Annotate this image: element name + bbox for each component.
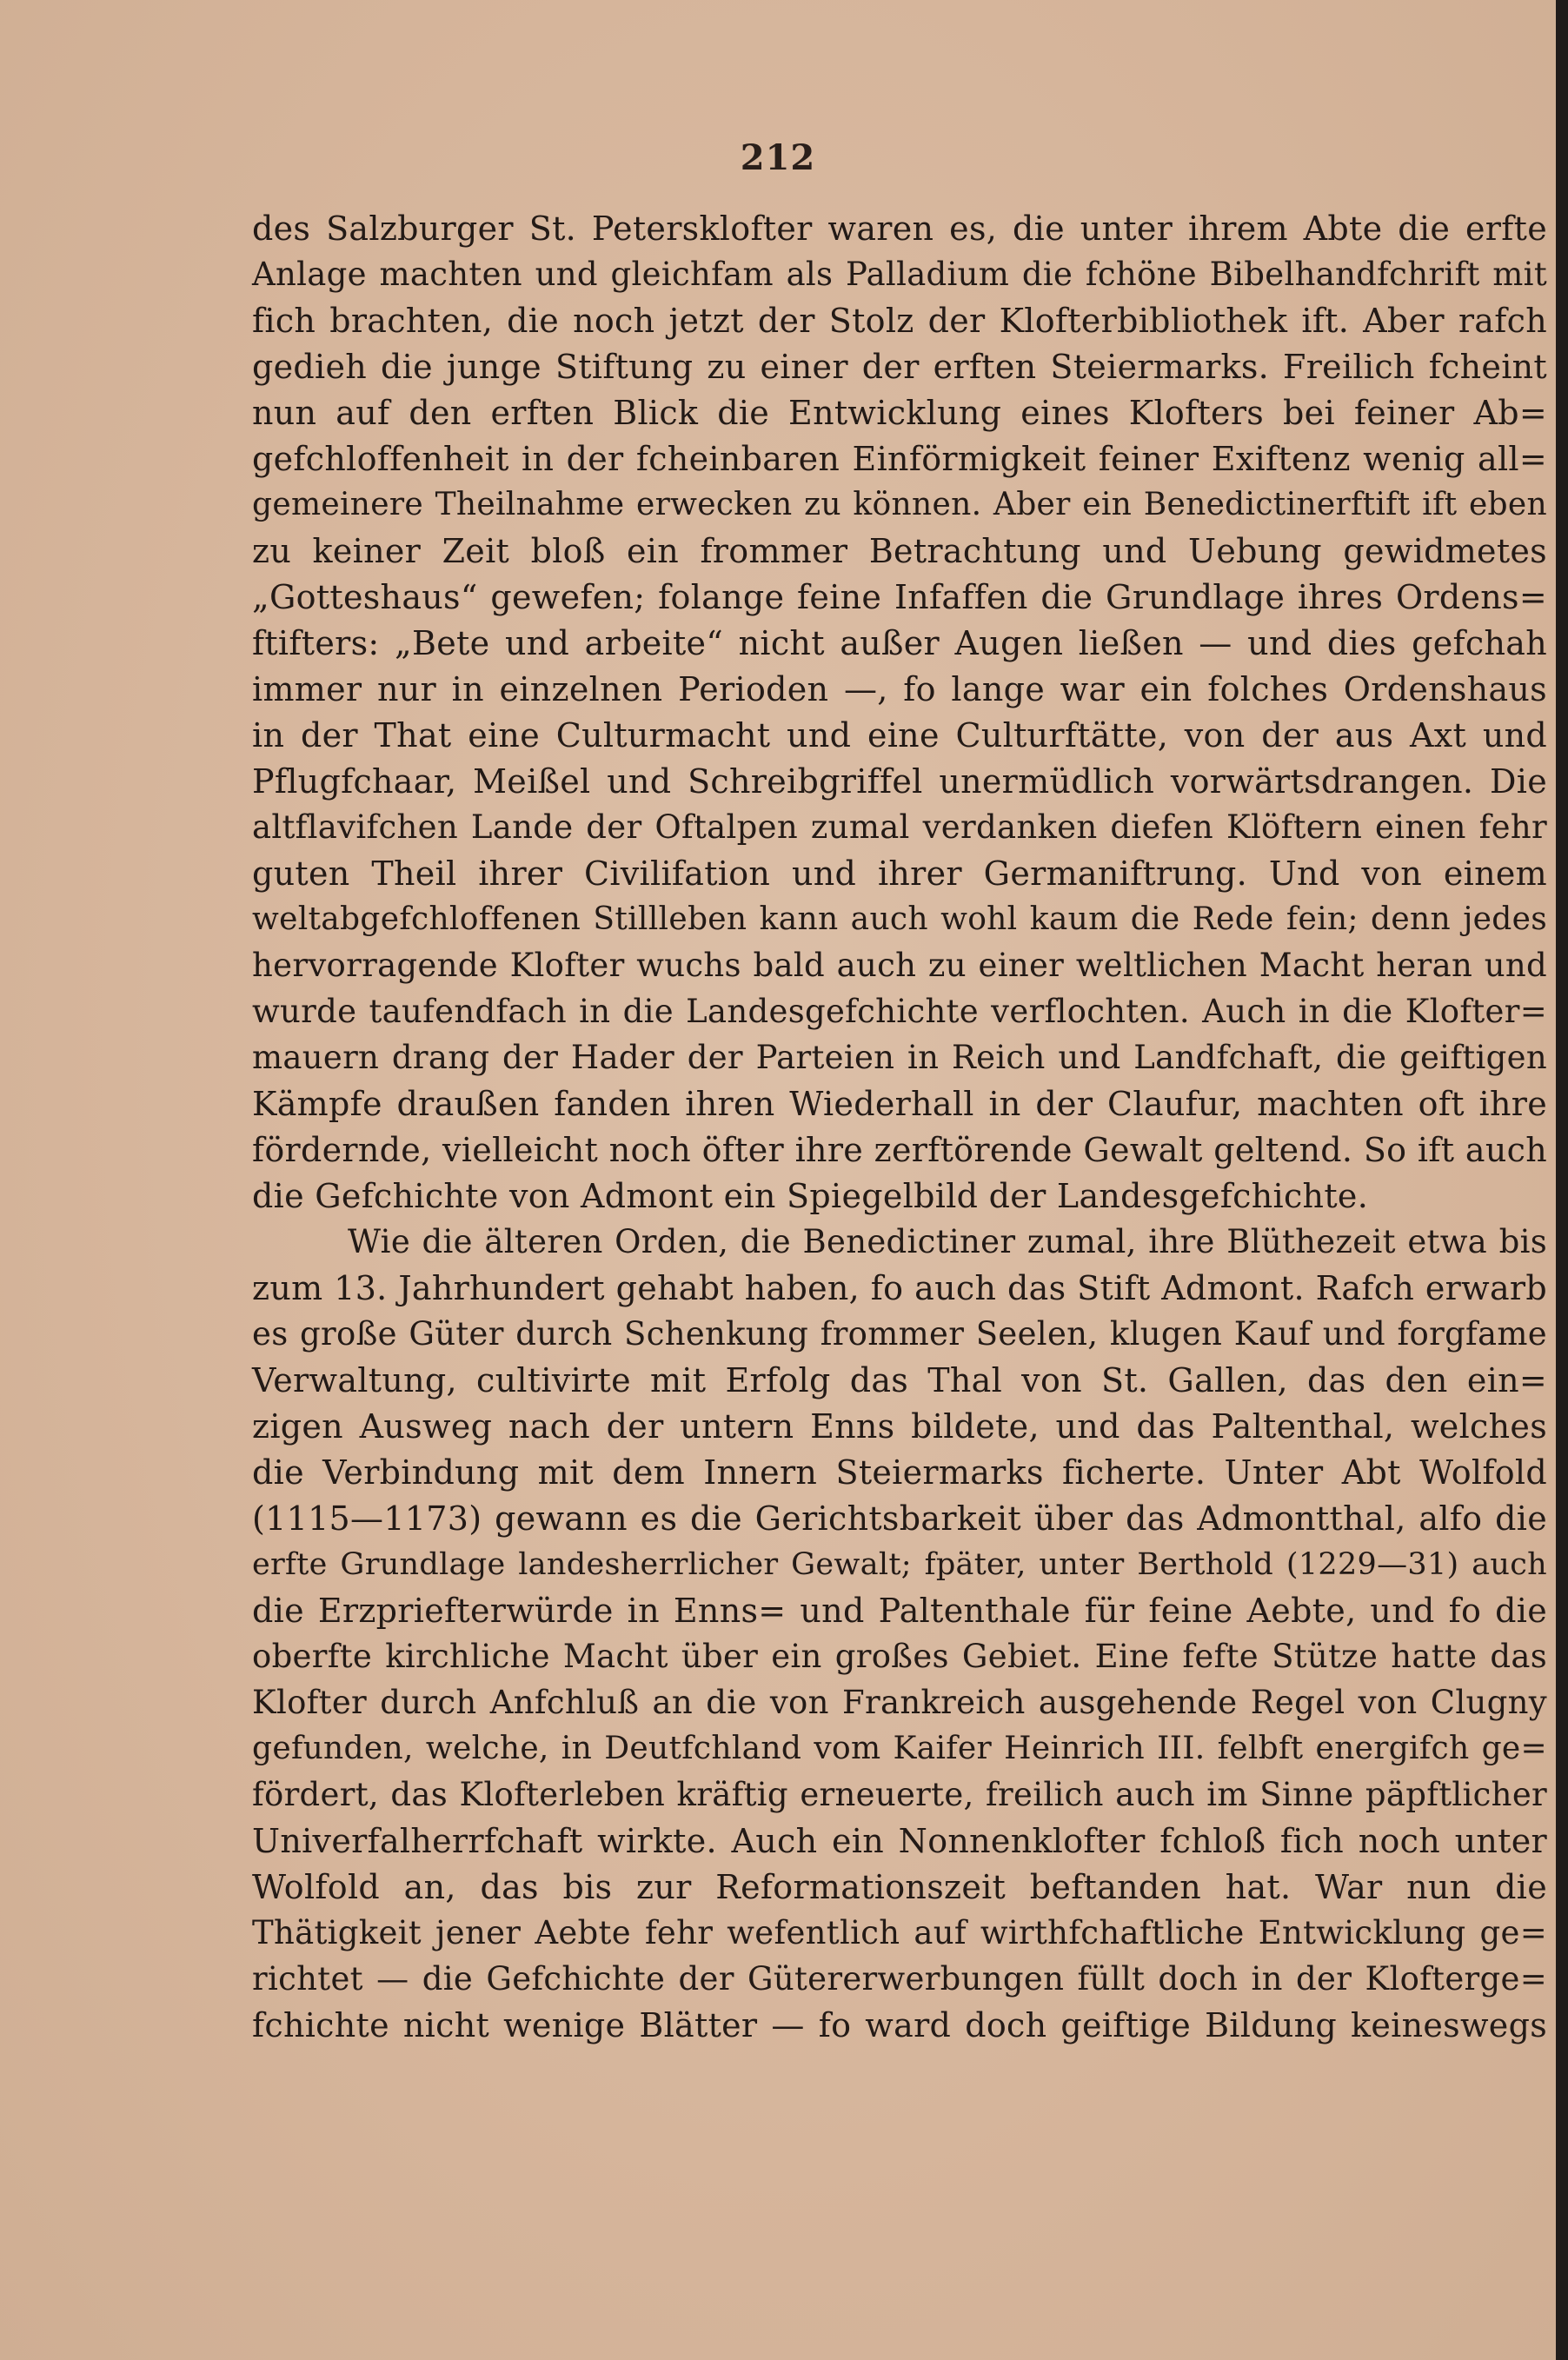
text-line: es große Güter durch Schenkung frommer Seelen, klugen Kauf und forgfame — [252, 1315, 1547, 1353]
text-line: Wie die älteren Orden, die Benedictiner zumal, ihre Blüthezeit etwa bis — [348, 1223, 1547, 1260]
text-line: altflavifchen Lande der Oftalpen zumal verdanken diefen Klöftern einen fehr — [252, 808, 1547, 846]
text-line: ftifters: „Bete und arbeite“ nicht außer Augen ließen — und dies gefchah — [252, 624, 1547, 662]
text-line: mauern drang der Hader der Parteien in Reich und Landfchaft, die geiftigen — [252, 1039, 1547, 1076]
text-line: in der That eine Culturmacht und eine Culturftätte, von der aus Axt und — [252, 716, 1547, 755]
text-line: Anlage machten und gleichfam als Palladium die fchöne Bibelhandfchrift mit — [252, 256, 1547, 293]
text-line: zu keiner Zeit bloß ein frommer Betrachtung und Uebung gewidmetes — [252, 532, 1547, 570]
text-line: „Gotteshaus“ gewefen; folange feine Infaffen die Grundlage ihres Ordens= — [252, 578, 1547, 616]
text-line: weltabgefchloffenen Stillleben kann auch wohl kaum die Rede fein; denn jedes — [252, 901, 1547, 937]
text-line: guten Theil ihrer Civilifation und ihrer Germaniftrung. Und von einem — [252, 854, 1547, 893]
text-line: Verwaltung, cultivirte mit Erfolg das Thal von St. Gallen, das den ein= — [252, 1361, 1547, 1399]
text-line: fich brachten, die noch jetzt der Stolz der Klofterbibliothek ift. Aber rafch — [252, 302, 1547, 340]
text-line: Univerfalherrfchaft wirkte. Auch ein Nonnenklofter fchloß fich noch unter — [252, 1822, 1547, 1860]
text-line: die Erzpriefterwürde in Enns= und Paltenthale für feine Aebte, und fo die — [252, 1592, 1547, 1630]
text-line: richtet — die Gefchichte der Gütererwerbungen füllt doch in der Klofterge= — [252, 1960, 1547, 1998]
text-line: hervorragende Klofter wuchs bald auch zu einer weltlichen Macht heran und — [252, 947, 1547, 984]
text-line: erfte Grundlage landesherrlicher Gewalt; fpäter, unter Berthold (1229—31) auch — [252, 1547, 1547, 1582]
text-line: fchichte nicht wenige Blätter — fo ward doch geiftige Bildung keineswegs — [252, 2006, 1547, 2044]
text-line: wurde taufendfach in die Landesgefchichte verflochten. Auch in die Klofter= — [252, 993, 1547, 1030]
text-line: des Salzburger St. Petersklofter waren es, die unter ihrem Abte die erfte — [252, 209, 1547, 248]
text-line: Thätigkeit jener Aebte fehr wefentlich auf wirthfchaftliche Entwicklung ge= — [252, 1914, 1547, 1951]
text-line: fördert, das Klofterleben kräftig erneuerte, freilich auch im Sinne päpftlicher — [252, 1776, 1547, 1813]
text-line: zigen Ausweg nach der untern Enns bildete, und das Paltenthal, welches — [252, 1407, 1547, 1446]
text-line: fördernde, vielleicht noch öfter ihre zerftörende Gewalt geltend. So ift auch — [252, 1131, 1547, 1169]
text-line: zum 13. Jahrhundert gehabt haben, fo auch das Stift Admont. Rafch erwarb — [252, 1269, 1547, 1307]
text-line: Kämpfe draußen fanden ihren Wiederhall in der Claufur, machten oft ihre — [252, 1085, 1547, 1123]
text-line: gefchloffenheit in der fcheinbaren Einförmigkeit feiner Exiftenz wenig all= — [252, 440, 1547, 478]
text-line: Klofter durch Anfchluß an die von Frankreich ausgehende Regel von Clugny — [252, 1684, 1547, 1721]
text-line: die Verbindung mit dem Innern Steiermarks ficherte. Unter Abt Wolfold — [252, 1453, 1547, 1492]
scan-border — [1556, 0, 1568, 2360]
text-line: (1115—1173) gewann es die Gerichtsbarkeit über das Admontthal, alfo die — [252, 1499, 1547, 1538]
text-line: gemeinere Theilnahme erwecken zu können. Aber ein Benedictinerftift ift eben — [252, 487, 1547, 522]
text-line: Pflugfchaar, Meißel und Schreibgriffel unermüdlich vorwärtsdrangen. Die — [252, 762, 1547, 801]
text-line: die Gefchichte von Admont ein Spiegelbild der Landesgefchichte. — [252, 1177, 1369, 1215]
text-line: nun auf den erften Blick die Entwicklung eines Klofters bei feiner Ab= — [252, 394, 1547, 432]
text-line: gedieh die junge Stiftung zu einer der erften Steiermarks. Freilich fcheint — [252, 348, 1547, 386]
text-line: immer nur in einzelnen Perioden —, fo lange war ein folches Ordenshaus — [252, 670, 1547, 708]
text-line: Wolfold an, das bis zur Reformationszeit beftanden hat. War nun die — [252, 1868, 1547, 1906]
text-line: oberfte kirchliche Macht über ein großes Gebiet. Eine fefte Stütze hatte das — [252, 1638, 1547, 1675]
text-line: gefunden, welche, in Deutfchland vom Kaifer Heinrich III. felbft energifch ge= — [252, 1731, 1547, 1766]
page-number: 212 — [740, 137, 816, 178]
